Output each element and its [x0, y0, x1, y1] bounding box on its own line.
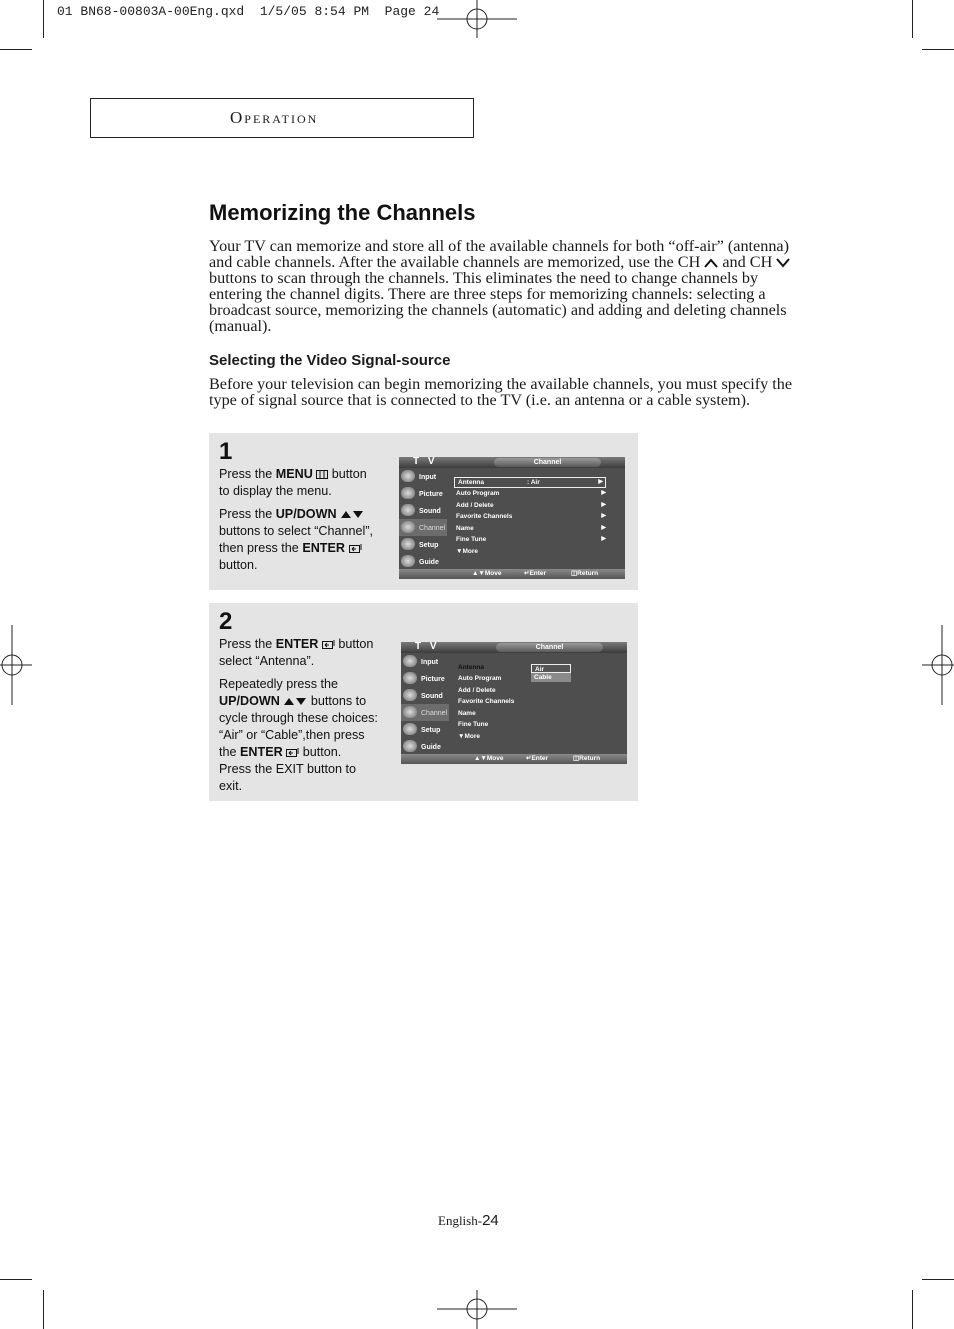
signal-source-paragraph: [209, 376, 829, 408]
crop-mark: [0, 1279, 32, 1280]
page-footer: [438, 1212, 499, 1229]
osd-menu-antenna: Antenna: [458, 664, 484, 671]
setup-icon: [401, 538, 415, 550]
subsection-title: Selecting the Video Signal-source: [209, 352, 451, 369]
step-1-panel: [209, 433, 638, 590]
crop-mark: [912, 1290, 913, 1329]
osd-menu-add-delete: Add / Delete: [458, 687, 496, 694]
crop-mark: [922, 49, 954, 50]
osd-footer: [399, 569, 625, 579]
osd-menu-name: Name ▶: [456, 525, 606, 532]
registration-mark-icon: [437, 0, 517, 38]
osd-side-setup: Setup: [401, 721, 449, 738]
arrow-right-icon: ▶: [601, 490, 606, 496]
osd-side-input: Input: [401, 653, 449, 670]
osd-return: ◫ Return: [571, 570, 599, 577]
osd-header: Channel: [494, 458, 601, 467]
step-number: 1: [219, 438, 233, 465]
osd-enter: ↵ Enter: [524, 570, 547, 577]
osd-header: Channel: [496, 643, 603, 652]
crop-mark: [43, 1290, 44, 1329]
osd-side-setup: Setup: [399, 536, 447, 553]
arrow-down-icon: ▼: [458, 733, 465, 740]
input-icon: [401, 470, 415, 482]
osd-option-cable: Cable: [531, 673, 571, 682]
osd-sidebar: [401, 653, 449, 755]
arrow-right-icon: ▶: [598, 479, 603, 485]
osd-tv-label: T V: [415, 641, 440, 652]
registration-mark-icon: [0, 625, 32, 705]
osd-side-sound: Sound: [399, 502, 447, 519]
sound-icon: [401, 504, 415, 516]
osd-move: ▲▼ Move: [472, 570, 502, 577]
osd-menu-fine-tune: Fine Tune: [458, 721, 489, 728]
arrow-right-icon: ▶: [601, 513, 606, 519]
intro-line: buttons to scan through the channels. This eliminates the need to change channels by: [209, 269, 759, 287]
osd-side-guide: Guide: [399, 553, 447, 570]
up-down-arrows-icon: [340, 510, 364, 519]
osd-side-picture: Picture: [399, 485, 447, 502]
osd-menu-name: Name: [458, 710, 476, 717]
guide-icon: [403, 740, 417, 752]
osd-menu-favorite: Favorite Channels ▶: [456, 513, 606, 520]
arrow-right-icon: ▶: [601, 525, 606, 531]
osd-menu-more: ▼More: [458, 733, 480, 740]
channel-icon: [401, 521, 415, 533]
intro-line: broadcast source, memorizing the channels (automatic) and adding and deleting channels: [209, 301, 787, 319]
arrow-right-icon: ▶: [601, 502, 606, 508]
osd-side-input: Input: [399, 468, 447, 485]
arrow-down-icon: ▼: [456, 548, 463, 555]
osd-menu-auto-program: Auto Program: [458, 675, 502, 682]
registration-mark-icon: [437, 1290, 517, 1329]
enter-button-icon: [349, 544, 362, 554]
footer-label: English-: [438, 1213, 483, 1228]
intro-paragraph: [209, 238, 829, 334]
page-title: Memorizing the Channels: [209, 200, 476, 225]
osd-sidebar: [399, 468, 447, 570]
crop-mark: [43, 0, 44, 38]
guide-icon: [401, 555, 415, 567]
picture-icon: [403, 672, 417, 684]
step-2-panel: [209, 603, 638, 801]
osd-side-picture: Picture: [401, 670, 449, 687]
crop-mark: [922, 1279, 954, 1280]
osd-menu-antenna: Antenna : Air ▶: [454, 477, 606, 488]
step-number: 2: [219, 608, 233, 635]
enter-button-icon: [286, 748, 299, 758]
intro-line: entering the channel digits. There are three steps for memorizing channels: selecting a: [209, 285, 766, 303]
intro-line: (manual).: [209, 317, 272, 335]
osd-menu-fine-tune: Fine Tune ▶: [456, 536, 606, 543]
osd-menu-auto-program: Auto Program ▶: [456, 490, 606, 497]
picture-icon: [401, 487, 415, 499]
intro-line: and cable channels. After the available channels are memorized, use the CH and CH: [209, 254, 829, 270]
osd-tv-label: T V: [413, 456, 438, 467]
osd-menu-favorite: Favorite Channels: [458, 698, 515, 705]
registration-mark-icon: [922, 625, 954, 705]
sound-icon: [403, 689, 417, 701]
osd-menu-add-delete: Add / Delete ▶: [456, 502, 606, 509]
osd-return: ◫ Return: [573, 755, 601, 762]
osd-enter: ↵ Enter: [526, 755, 549, 762]
intro-line: Your TV can memorize and store all of the available channels for both “off-air” (antenna): [209, 237, 789, 255]
paragraph-line: Before your television can begin memorizing the available channels, you must specify the: [209, 375, 793, 393]
tv-menu-screenshot: [401, 642, 627, 764]
arrow-right-icon: ▶: [601, 536, 606, 542]
osd-side-channel: Channel: [399, 519, 447, 536]
osd-title-bar: [401, 642, 627, 653]
section-header-box: [90, 98, 474, 138]
osd-side-channel: Channel: [401, 704, 449, 721]
step-2-instructions: Press the ENTER button select “Antenna”. Repeatedly press the UP/DOWN buttons to cycle through these choices: “Air” or “Cable”,then press the ENTER button. Press the EXIT button to exit.: [219, 637, 378, 793]
osd-title-bar: [399, 457, 625, 468]
step-1-instructions: Press the MENU button to display the menu. Press the UP/DOWN buttons to select “Channel”, then press the ENTER button.: [219, 467, 374, 572]
crop-mark: [912, 0, 913, 38]
osd-move: ▲▼ Move: [474, 755, 504, 762]
osd-side-guide: Guide: [401, 738, 449, 755]
chevron-up-icon: [704, 258, 718, 268]
paragraph-line: type of signal source that is connected to the TV (i.e. an antenna or a cable system).: [209, 391, 751, 409]
tv-menu-screenshot: [399, 457, 625, 579]
input-icon: [403, 655, 417, 667]
enter-button-icon: [322, 640, 335, 650]
osd-side-sound: Sound: [401, 687, 449, 704]
setup-icon: [403, 723, 417, 735]
osd-footer: [401, 754, 627, 764]
section-label: Operation: [230, 108, 319, 127]
menu-button-icon: [316, 470, 328, 479]
print-slug: 01 BN68-00803A-00Eng.qxd 1/5/05 8:54 PM Page 24: [57, 4, 440, 19]
page-number: 24: [482, 1212, 499, 1229]
osd-menu-more: ▼More: [456, 548, 478, 555]
channel-icon: [403, 706, 417, 718]
crop-mark: [0, 49, 32, 50]
osd-option-air: Air: [531, 664, 571, 673]
chevron-down-icon: [776, 258, 790, 268]
up-down-arrows-icon: [283, 697, 307, 706]
